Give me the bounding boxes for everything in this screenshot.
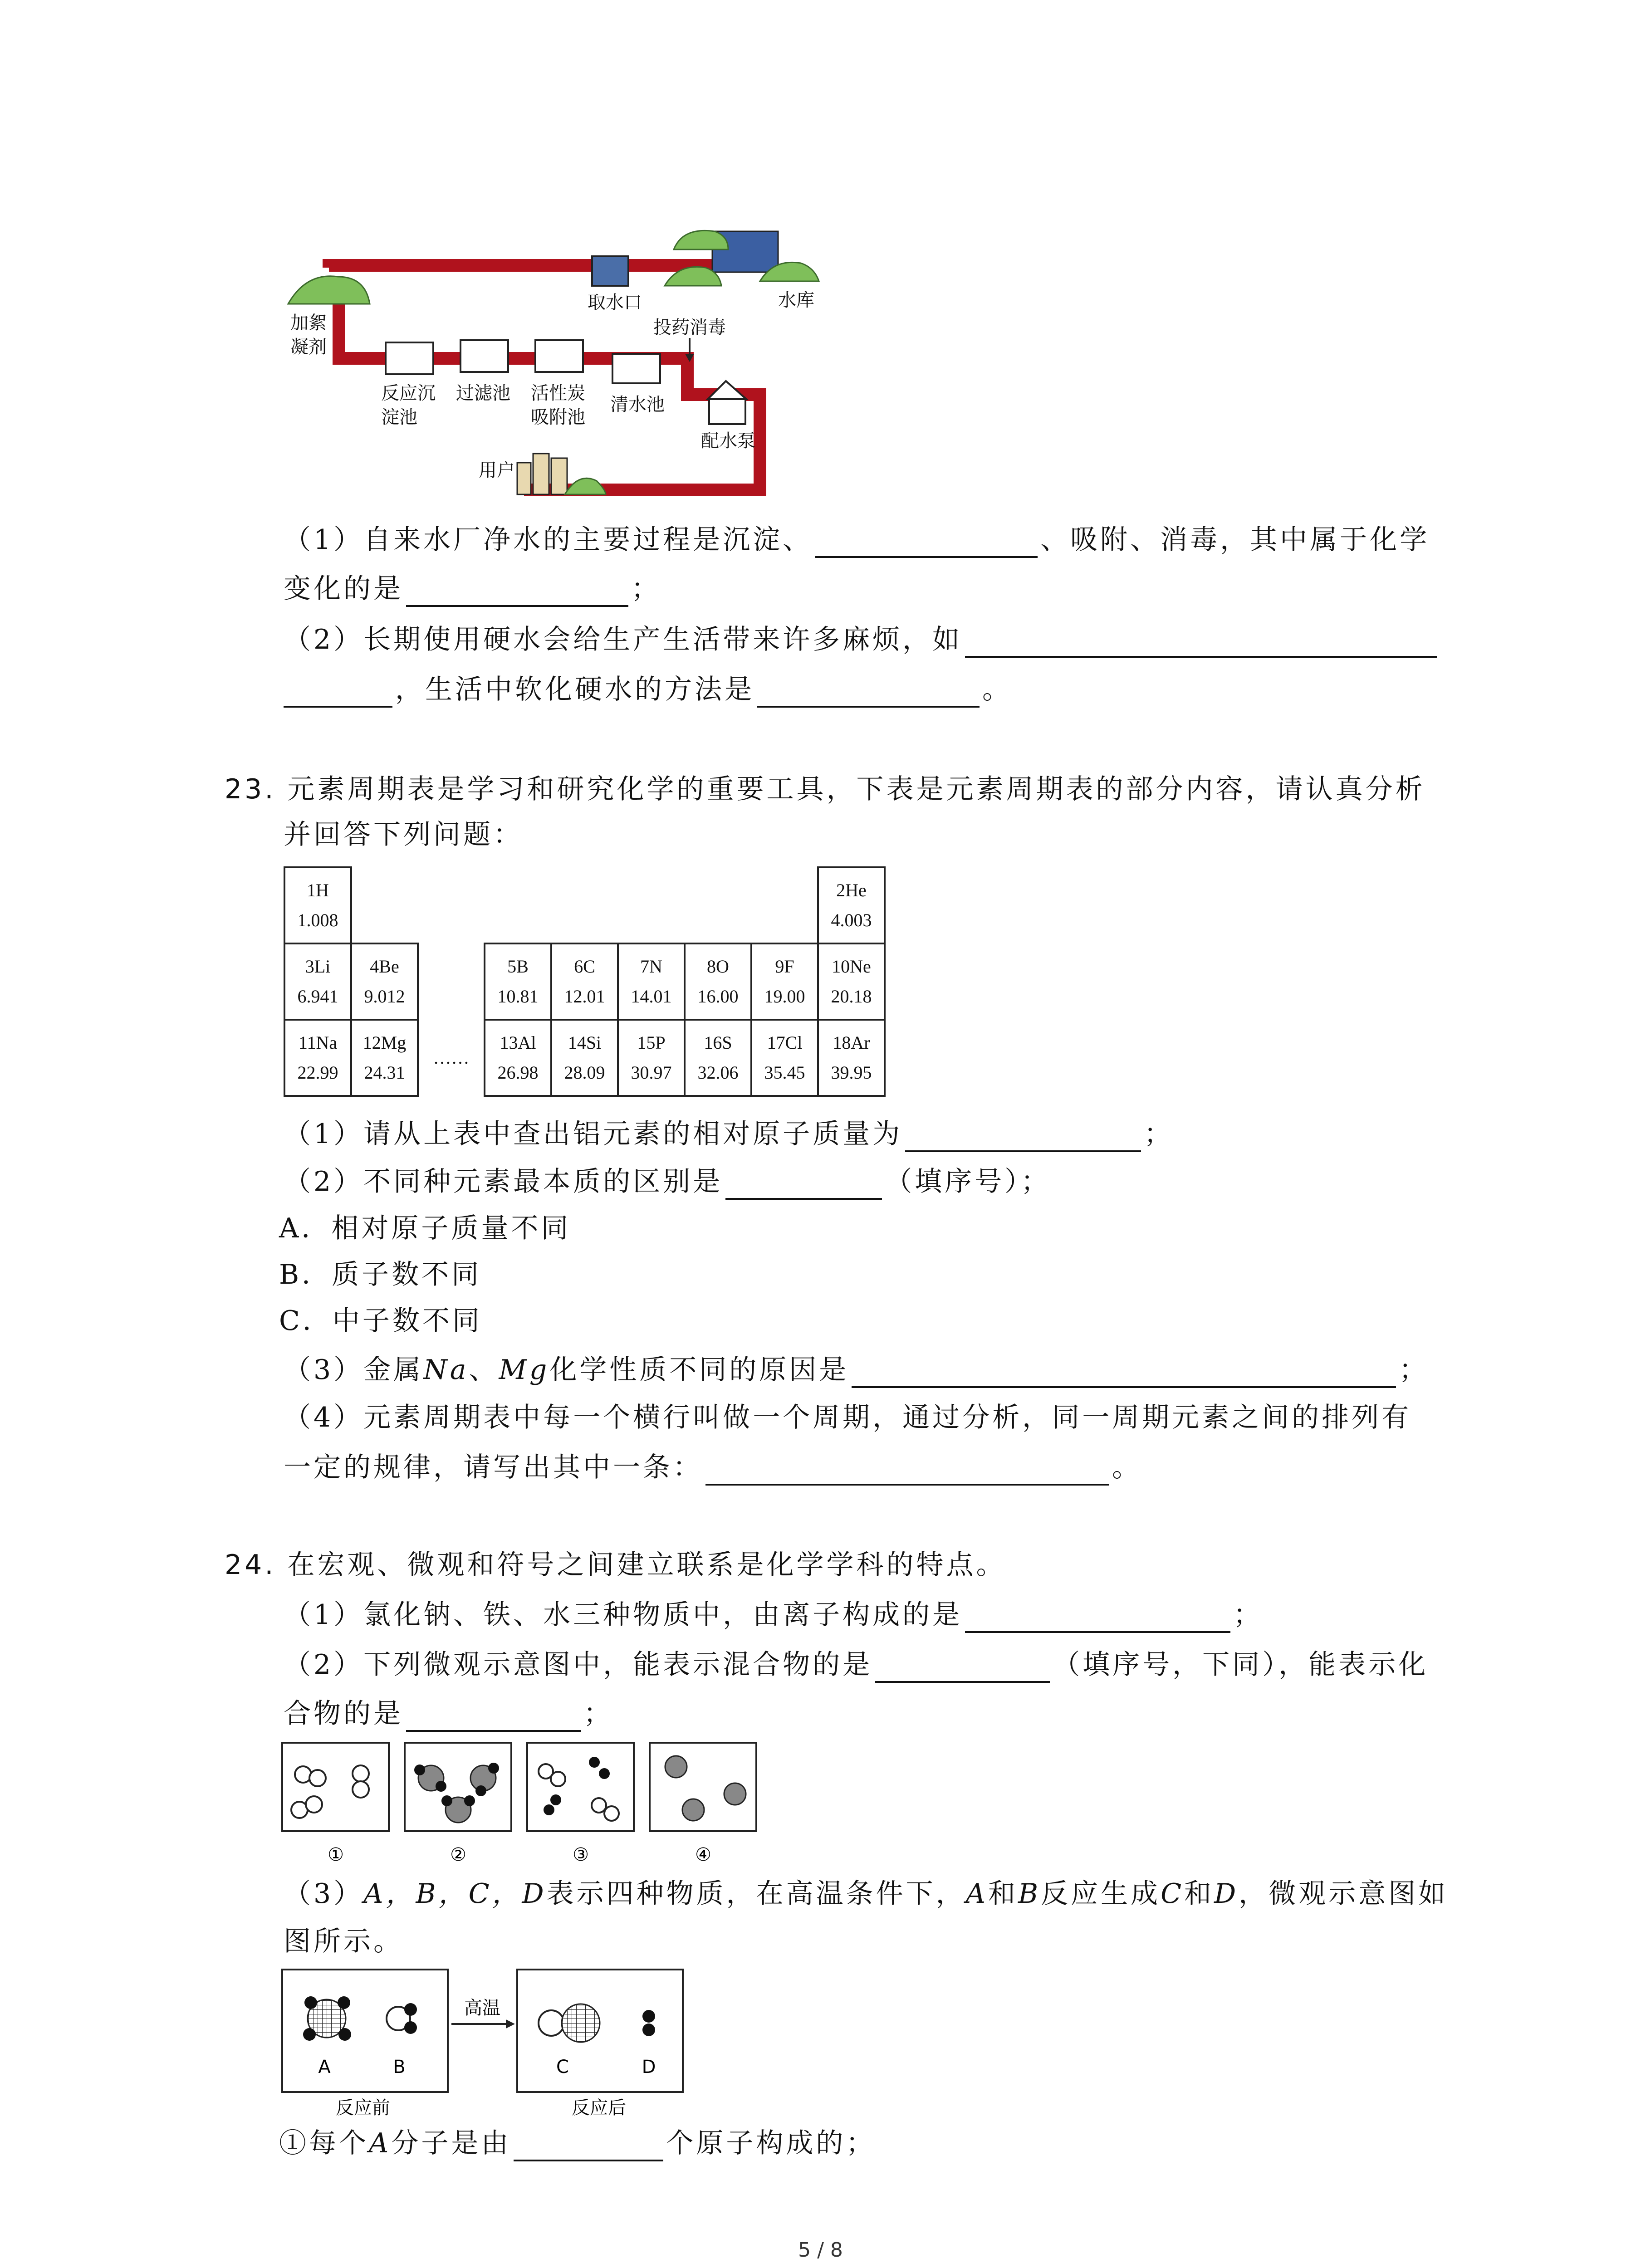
label-sedimentation-1: 反应沉: [381, 383, 436, 404]
label-flocculant-2: 凝剂: [290, 337, 327, 357]
pt-cell: 12Mg 24.31: [351, 1020, 418, 1096]
q24-sub1: （1）氯化钠、铁、水三种物质中，由离子构成的是 ；: [284, 1597, 1263, 1633]
label-clear-water: 清水池: [610, 394, 665, 415]
box-label-3: ③: [573, 1844, 589, 1865]
q23-sub3: （3）金属Na、Mg化学性质不同的原因是 ；: [284, 1352, 1429, 1388]
q23-option-b: B．质子数不同: [279, 1259, 482, 1290]
pt-cell: 5B 10.81: [485, 943, 551, 1020]
q22-sub1-line2: 变化的是 ；: [284, 571, 661, 607]
reaction-before-label: 反应前: [336, 2097, 390, 2118]
q23-sub4-line1: （4）元素周期表中每一个横行叫做一个周期，通过分析，同一周期元素之间的排列有: [284, 1402, 1412, 1433]
pt-cell: 16S 32.06: [685, 1020, 751, 1096]
label-pump: 配水泵: [701, 430, 755, 451]
pt-cell: 7N 14.01: [618, 943, 685, 1020]
q23-blank-4[interactable]: [705, 1455, 1109, 1486]
q22-blank-3[interactable]: [965, 627, 1437, 658]
q23-option-a: A．相对原子质量不同: [279, 1212, 571, 1244]
box-label-4: ④: [695, 1844, 711, 1865]
pt-cell: 10Ne 20.18: [818, 943, 885, 1020]
water-treatment-diagram: [279, 218, 837, 508]
reaction-label-c: C: [556, 2057, 569, 2077]
q24-number: 24.: [225, 1549, 276, 1581]
pt-cell: 2He 4.003: [818, 867, 885, 943]
q24-blank-3[interactable]: [406, 1701, 581, 1732]
page-number: 5 / 8: [798, 2239, 843, 2262]
pt-cell: 8O 16.00: [685, 943, 751, 1020]
q23-blank-3[interactable]: [852, 1357, 1396, 1388]
label-users: 用户: [479, 460, 515, 481]
reaction-after-label: 反应后: [572, 2097, 626, 2118]
label-sedimentation-2: 淀池: [381, 407, 417, 428]
q23-option-c: C．中子数不同: [279, 1305, 482, 1337]
pt-cell: 17Cl 35.45: [751, 1020, 818, 1096]
q24-stem: 24. 在宏观、微观和符号之间建立联系是化学学科的特点。: [225, 1549, 1006, 1581]
label-reservoir: 水库: [778, 290, 814, 311]
q23-blank-2[interactable]: [725, 1169, 882, 1200]
reaction-condition: 高温: [464, 1998, 500, 2019]
pt-cell: 3Li 6.941: [284, 943, 351, 1020]
label-dosing: 投药消毒: [653, 317, 726, 338]
pt-cell: 13Al 26.98: [485, 1020, 551, 1096]
box-label-1: ①: [328, 1844, 344, 1865]
micro-diagrams: [281, 1742, 767, 1869]
reaction-label-a: A: [318, 2057, 331, 2077]
q24-blank-1[interactable]: [965, 1602, 1230, 1633]
pt-ellipsis: ……: [433, 1047, 470, 1068]
q22-blank-1[interactable]: [815, 527, 1038, 558]
q24-blank-4[interactable]: [514, 2131, 663, 2161]
box-label-2: ②: [450, 1844, 466, 1865]
pt-cell: 15P 30.97: [618, 1020, 685, 1096]
label-filter: 过滤池: [456, 383, 510, 404]
q23-stem-line1: 23. 元素周期表是学习和研究化学的重要工具，下表是元素周期表的部分内容，请认真分析: [225, 773, 1425, 805]
q22-sub2-line2: ，生活中软化硬水的方法是 。: [284, 671, 1012, 708]
label-flocculant-1: 加絮: [290, 313, 327, 333]
pt-cell: 18Ar 39.95: [818, 1020, 885, 1096]
q24-blank-2[interactable]: [875, 1652, 1050, 1683]
q23-sub4-line2: 一定的规律，请写出其中一条： 。: [284, 1449, 1142, 1486]
pt-cell: 4Be 9.012: [351, 943, 418, 1020]
periodic-table: [284, 866, 886, 1097]
q22-blank-4[interactable]: [757, 677, 980, 708]
q23-number: 23.: [225, 773, 276, 805]
q22-blank-3b[interactable]: [284, 677, 392, 708]
q24-sub3-question1: ①每个A分子是由 个原子构成的；: [279, 2125, 876, 2161]
q24-sub3-line1: （3）A，B，C，D表示四种物质，在高温条件下，A和B反应生成C和D，微观示意图如: [284, 1878, 1449, 1910]
q22-blank-2[interactable]: [406, 576, 628, 607]
q23-sub2: （2）不同种元素最本质的区别是 （填序号）；: [284, 1163, 1051, 1200]
label-intake: 取水口: [588, 292, 642, 313]
pt-cell: 9F 19.00: [751, 943, 818, 1020]
label-carbon-2: 吸附池: [531, 407, 585, 428]
q24-sub3-line2: 图所示。: [284, 1926, 403, 1957]
q22-sub2-line1: （2）长期使用硬水会给生产生活带来许多麻烦，如: [284, 621, 1440, 658]
q24-sub2-line2: 合物的是 ；: [284, 1696, 613, 1732]
q23-stem-line2: 并回答下列问题：: [284, 819, 523, 850]
q23-blank-1[interactable]: [905, 1121, 1141, 1152]
pt-cell: 1H 1.008: [284, 867, 351, 943]
reaction-label-d: D: [642, 2057, 656, 2077]
pt-cell: 14Si 28.09: [551, 1020, 618, 1096]
q24-sub2-line1: （2）下列微观示意图中，能表示混合物的是 （填序号，下同），能表示化: [284, 1647, 1428, 1683]
q22-sub1-line1: （1）自来水厂净水的主要过程是沉淀、 、吸附、消毒，其中属于化学: [284, 522, 1430, 558]
pt-cell: 6C 12.01: [551, 943, 618, 1020]
pt-cell: 11Na 22.99: [284, 1020, 351, 1096]
reaction-label-b: B: [393, 2057, 406, 2077]
q23-sub1: （1）请从上表中查出铝元素的相对原子质量为 ；: [284, 1116, 1174, 1152]
label-carbon-1: 活性炭: [531, 383, 585, 404]
reaction-diagram: [281, 1969, 690, 2123]
